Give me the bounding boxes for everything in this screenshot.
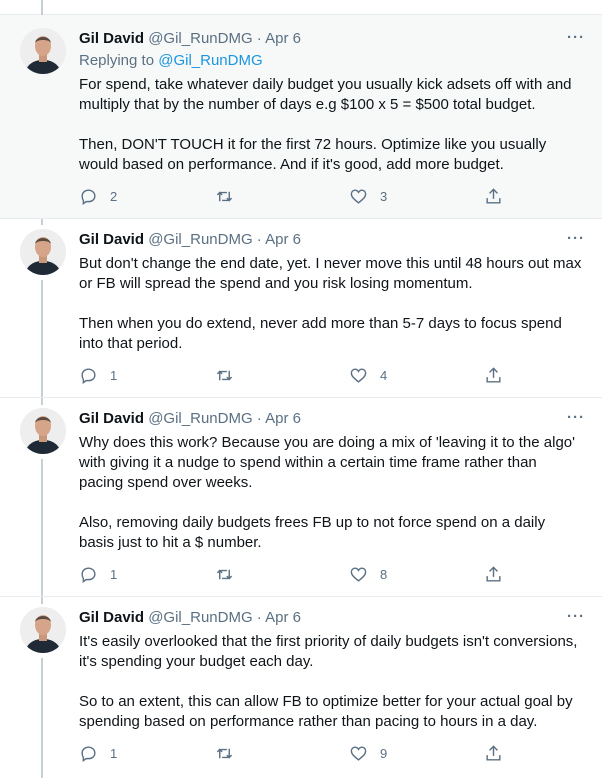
share-icon <box>484 744 503 763</box>
author-name[interactable]: Gil David <box>79 231 145 248</box>
tweet-text <box>79 433 584 553</box>
thread-line <box>41 459 43 604</box>
divider <box>0 596 602 597</box>
tweet-header <box>79 230 301 250</box>
like-button[interactable] <box>349 743 387 763</box>
separator-dot: · <box>256 609 262 626</box>
top-border <box>0 0 602 15</box>
reply-button[interactable] <box>79 186 117 206</box>
retweet-icon <box>215 565 234 584</box>
thread-line <box>41 280 43 405</box>
retweet-icon <box>215 744 234 763</box>
reply-icon <box>79 565 98 584</box>
retweet-button[interactable] <box>215 564 246 584</box>
author-handle[interactable]: @Gil_RunDMG <box>148 231 253 248</box>
like-count: 3 <box>380 188 388 204</box>
tweet-date[interactable]: Apr 6 <box>265 410 301 427</box>
separator-dot: · <box>256 30 262 47</box>
share-icon <box>484 187 503 206</box>
share-icon <box>484 366 503 385</box>
thread-line <box>41 658 43 778</box>
reply-button[interactable] <box>79 365 117 385</box>
reply-count: 1 <box>110 367 118 383</box>
reply-icon <box>79 744 98 763</box>
avatar[interactable] <box>20 28 66 74</box>
author-handle[interactable]: @Gil_RunDMG <box>148 30 253 47</box>
replying-to <box>79 51 263 71</box>
tweet-date[interactable]: Apr 6 <box>265 30 301 47</box>
tweet-paragraph: For spend, take whatever daily budget you usually kick adsets off with and multiply that by the number of days e.g $100 x 5 = $500 total budget. <box>79 76 572 113</box>
reply-icon <box>79 366 98 385</box>
like-count: 4 <box>380 367 388 383</box>
like-icon <box>349 366 368 385</box>
share-button[interactable] <box>484 186 503 206</box>
avatar[interactable] <box>20 408 66 454</box>
author-name[interactable]: Gil David <box>79 410 145 427</box>
reply-count: 1 <box>110 745 118 761</box>
like-button[interactable] <box>349 186 387 206</box>
author-handle[interactable]: @Gil_RunDMG <box>148 410 253 427</box>
reply-button[interactable] <box>79 743 117 763</box>
like-icon <box>349 565 368 584</box>
tweet-paragraph: Then when you do extend, never add more than 5-7 days to focus spend into that period. <box>79 315 562 352</box>
separator-dot: · <box>256 410 262 427</box>
retweet-button[interactable] <box>215 186 246 206</box>
like-count: 9 <box>380 745 388 761</box>
separator-dot: · <box>256 231 262 248</box>
tweet-paragraph: But don't change the end date, yet. I never move this until 48 hours out max or FB will spread the spend and you risk losing momentum. <box>79 255 582 292</box>
more-options-icon[interactable]: ··· <box>567 230 585 247</box>
like-button[interactable] <box>349 564 387 584</box>
author-handle[interactable]: @Gil_RunDMG <box>148 609 253 626</box>
reply-count: 2 <box>110 188 118 204</box>
more-options-icon[interactable]: ··· <box>567 409 585 426</box>
like-button[interactable] <box>349 365 387 385</box>
tweet-date[interactable]: Apr 6 <box>265 609 301 626</box>
share-button[interactable] <box>484 743 503 763</box>
tweet-date[interactable]: Apr 6 <box>265 231 301 248</box>
tweet-header <box>79 409 301 429</box>
divider <box>0 397 602 398</box>
action-bar <box>79 186 519 206</box>
share-button[interactable] <box>484 365 503 385</box>
retweet-button[interactable] <box>215 365 246 385</box>
tweet-paragraph: Why does this work? Because you are doing a mix of 'leaving it to the algo' with giving it a nudge to spend within a certain time frame rather than pacing spend over weeks. <box>79 434 575 491</box>
mention-link[interactable]: @Gil_RunDMG <box>158 52 263 69</box>
tweet-paragraph: So to an extent, this can allow FB to optimize better for your actual goal by spending based on performance rather than pacing to hours in a day. <box>79 693 573 730</box>
like-icon <box>349 744 368 763</box>
tweet-header <box>79 608 301 628</box>
share-button[interactable] <box>484 564 503 584</box>
author-name[interactable]: Gil David <box>79 30 145 47</box>
more-options-icon[interactable]: ··· <box>567 29 585 46</box>
reply-icon <box>79 187 98 206</box>
tweet-text <box>79 254 584 354</box>
replying-prefix: Replying to <box>79 52 159 69</box>
retweet-icon <box>215 187 234 206</box>
tweet-text <box>79 75 584 175</box>
retweet-icon <box>215 366 234 385</box>
divider <box>0 218 602 219</box>
like-count: 8 <box>380 566 388 582</box>
tweet-paragraph: Also, removing daily budgets frees FB up to not force spend on a daily basis just to hit a $ number. <box>79 514 546 551</box>
tweet-text <box>79 632 584 732</box>
share-icon <box>484 565 503 584</box>
more-options-icon[interactable]: ··· <box>567 608 585 625</box>
tweet-paragraph: It's easily overlooked that the first priority of daily budgets isn't conversions, it's spending your budget each day. <box>79 633 578 670</box>
tweet-paragraph: Then, DON'T TOUCH it for the first 72 hours. Optimize like you usually would based on performance. And if it's good, add more budget. <box>79 136 547 173</box>
avatar[interactable] <box>20 229 66 275</box>
tweet-header <box>79 29 301 49</box>
avatar[interactable] <box>20 607 66 653</box>
author-name[interactable]: Gil David <box>79 609 145 626</box>
reply-button[interactable] <box>79 564 117 584</box>
action-bar <box>79 743 519 763</box>
like-icon <box>349 187 368 206</box>
action-bar <box>79 564 519 584</box>
retweet-button[interactable] <box>215 743 246 763</box>
reply-count: 1 <box>110 566 118 582</box>
action-bar <box>79 365 519 385</box>
